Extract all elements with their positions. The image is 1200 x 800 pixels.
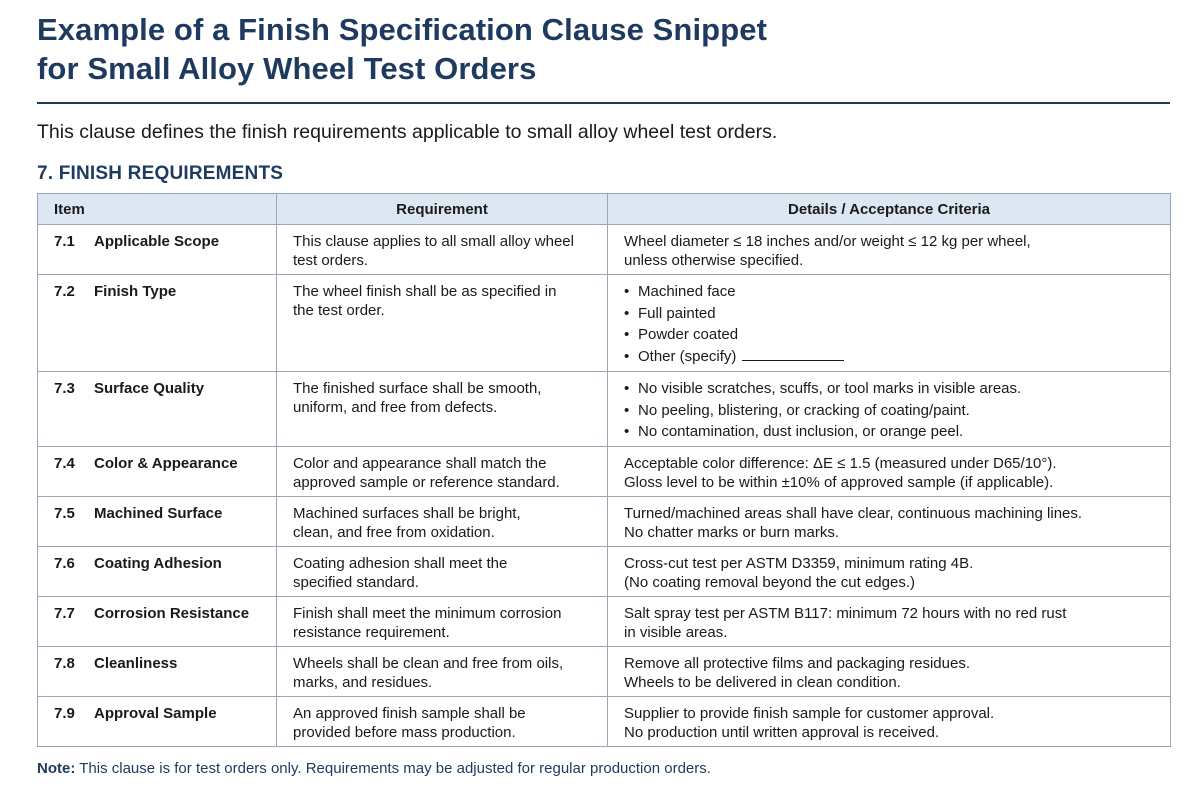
list-item-other-specify: • Other (specify) bbox=[624, 346, 1160, 368]
details-line: Remove all protective films and packaging residues. bbox=[624, 655, 971, 672]
table-row bbox=[38, 275, 1171, 372]
details-line: Wheel diameter ≤ 18 inches and/or weight ≤ 12 kg per wheel, bbox=[624, 233, 1031, 250]
document-page bbox=[37, 0, 1170, 777]
details-line: (No coating removal beyond the cut edges.) bbox=[624, 574, 915, 591]
requirement-line: Machined surfaces shall be bright, bbox=[293, 505, 521, 522]
requirement-cell bbox=[277, 497, 608, 547]
table-row bbox=[38, 447, 1171, 497]
title-divider bbox=[37, 102, 1170, 104]
note-text: This clause is for test orders only. Requirements may be adjusted for regular production orders. bbox=[79, 760, 711, 777]
item-name: Color & Appearance bbox=[94, 455, 238, 472]
list-item: • Powder coated bbox=[624, 324, 1160, 346]
details-cell bbox=[608, 372, 1171, 447]
table-row bbox=[38, 697, 1171, 747]
item-cell bbox=[38, 275, 277, 372]
details-line: No production until written approval is received. bbox=[624, 724, 940, 741]
table-row bbox=[38, 497, 1171, 547]
requirement-line: marks, and residues. bbox=[293, 674, 433, 691]
item-number: 7.8 bbox=[54, 655, 75, 672]
details-line: Gloss level to be within ±10% of approved sample (if applicable). bbox=[624, 474, 1054, 491]
details-line: Turned/machined areas shall have clear, continuous machining lines. bbox=[624, 505, 1083, 522]
table-row bbox=[38, 225, 1171, 275]
list-item: • No visible scratches, scuffs, or tool marks in visible areas. bbox=[624, 378, 1160, 400]
footnote bbox=[37, 760, 711, 777]
requirement-line: resistance requirement. bbox=[293, 624, 450, 641]
note-label: Note: bbox=[37, 760, 76, 777]
details-line: Cross-cut test per ASTM D3359, minimum rating 4B. bbox=[624, 555, 974, 572]
title-line-2: for Small Alloy Wheel Test Orders bbox=[37, 51, 537, 86]
details-line: in visible areas. bbox=[624, 624, 728, 641]
requirement-cell bbox=[277, 697, 608, 747]
details-line: Supplier to provide finish sample for customer approval. bbox=[624, 705, 995, 722]
title-line-1: Example of a Finish Specification Clause Snippet bbox=[37, 12, 768, 47]
details-cell bbox=[608, 447, 1171, 497]
requirement-line: The finished surface shall be smooth, bbox=[293, 380, 542, 397]
details-line: Acceptable color difference: ΔE ≤ 1.5 (measured under D65/10°). bbox=[624, 455, 1057, 472]
details-cell bbox=[608, 697, 1171, 747]
details-line: unless otherwise specified. bbox=[624, 252, 804, 269]
table-row bbox=[38, 372, 1171, 447]
table-header-row bbox=[38, 194, 1171, 225]
item-number: 7.7 bbox=[54, 605, 75, 622]
requirement-line: the test order. bbox=[293, 302, 385, 319]
item-number: 7.6 bbox=[54, 555, 75, 572]
details-line: Wheels to be delivered in clean condition. bbox=[624, 674, 901, 691]
requirement-line: uniform, and free from defects. bbox=[293, 399, 498, 416]
surface-quality-list bbox=[624, 378, 1160, 443]
requirement-line: An approved finish sample shall be bbox=[293, 705, 526, 722]
requirement-line: Finish shall meet the minimum corrosion bbox=[293, 605, 562, 622]
item-name: Cleanliness bbox=[94, 655, 178, 672]
details-cell bbox=[608, 497, 1171, 547]
item-number: 7.9 bbox=[54, 705, 75, 722]
item-name: Approval Sample bbox=[94, 705, 217, 722]
details-cell bbox=[608, 547, 1171, 597]
details-cell bbox=[608, 225, 1171, 275]
requirement-line: specified standard. bbox=[293, 574, 419, 591]
item-name: Corrosion Resistance bbox=[94, 605, 250, 622]
requirement-cell bbox=[277, 547, 608, 597]
list-item: • Full painted bbox=[624, 303, 1160, 325]
item-name: Finish Type bbox=[94, 283, 177, 300]
requirement-line: This clause applies to all small alloy wheel bbox=[293, 233, 574, 250]
requirement-line: provided before mass production. bbox=[293, 724, 516, 741]
requirement-cell bbox=[277, 647, 608, 697]
finish-type-list bbox=[624, 281, 1160, 367]
item-number: 7.5 bbox=[54, 505, 75, 522]
item-name: Coating Adhesion bbox=[94, 555, 222, 572]
table-row bbox=[38, 547, 1171, 597]
requirement-line: Coating adhesion shall meet the bbox=[293, 555, 508, 572]
requirement-line: clean, and free from oxidation. bbox=[293, 524, 495, 541]
item-cell bbox=[38, 497, 277, 547]
requirement-line: test orders. bbox=[293, 252, 369, 269]
header-details: Details / Acceptance Criteria bbox=[608, 194, 1171, 225]
requirement-line: Wheels shall be clean and free from oils, bbox=[293, 655, 564, 672]
table-row bbox=[38, 597, 1171, 647]
details-line: No chatter marks or burn marks. bbox=[624, 524, 840, 541]
document-title bbox=[37, 0, 1170, 88]
requirement-cell bbox=[277, 275, 608, 372]
list-item: • No contamination, dust inclusion, or orange peel. bbox=[624, 421, 1160, 443]
item-cell bbox=[38, 647, 277, 697]
item-cell bbox=[38, 372, 277, 447]
details-line: Salt spray test per ASTM B117: minimum 72 hours with no red rust bbox=[624, 605, 1067, 622]
requirement-line: The wheel finish shall be as specified in bbox=[293, 283, 557, 300]
requirement-cell bbox=[277, 225, 608, 275]
item-number: 7.3 bbox=[54, 380, 75, 397]
requirement-line: Color and appearance shall match the bbox=[293, 455, 547, 472]
requirement-cell bbox=[277, 372, 608, 447]
header-item: Item bbox=[38, 194, 277, 225]
item-number: 7.2 bbox=[54, 283, 75, 300]
item-cell bbox=[38, 697, 277, 747]
requirement-line: approved sample or reference standard. bbox=[293, 474, 560, 491]
details-cell bbox=[608, 597, 1171, 647]
item-number: 7.4 bbox=[54, 455, 75, 472]
item-cell bbox=[38, 225, 277, 275]
item-name: Applicable Scope bbox=[94, 233, 220, 250]
details-cell bbox=[608, 647, 1171, 697]
finish-requirements-table bbox=[37, 193, 1171, 747]
item-cell bbox=[38, 597, 277, 647]
item-cell bbox=[38, 547, 277, 597]
details-cell bbox=[608, 275, 1171, 372]
list-item: • Machined face bbox=[624, 281, 1160, 303]
item-number: 7.1 bbox=[54, 233, 75, 250]
intro-text: This clause defines the finish requirements applicable to small alloy wheel test orders. bbox=[37, 121, 778, 143]
requirement-cell bbox=[277, 597, 608, 647]
item-cell bbox=[38, 447, 277, 497]
section-heading: 7. FINISH REQUIREMENTS bbox=[37, 163, 284, 184]
requirement-cell bbox=[277, 447, 608, 497]
list-item: • No peeling, blistering, or cracking of coating/paint. bbox=[624, 400, 1160, 422]
item-name: Surface Quality bbox=[94, 380, 205, 397]
item-name: Machined Surface bbox=[94, 505, 223, 522]
table-row bbox=[38, 647, 1171, 697]
header-requirement: Requirement bbox=[277, 194, 608, 225]
